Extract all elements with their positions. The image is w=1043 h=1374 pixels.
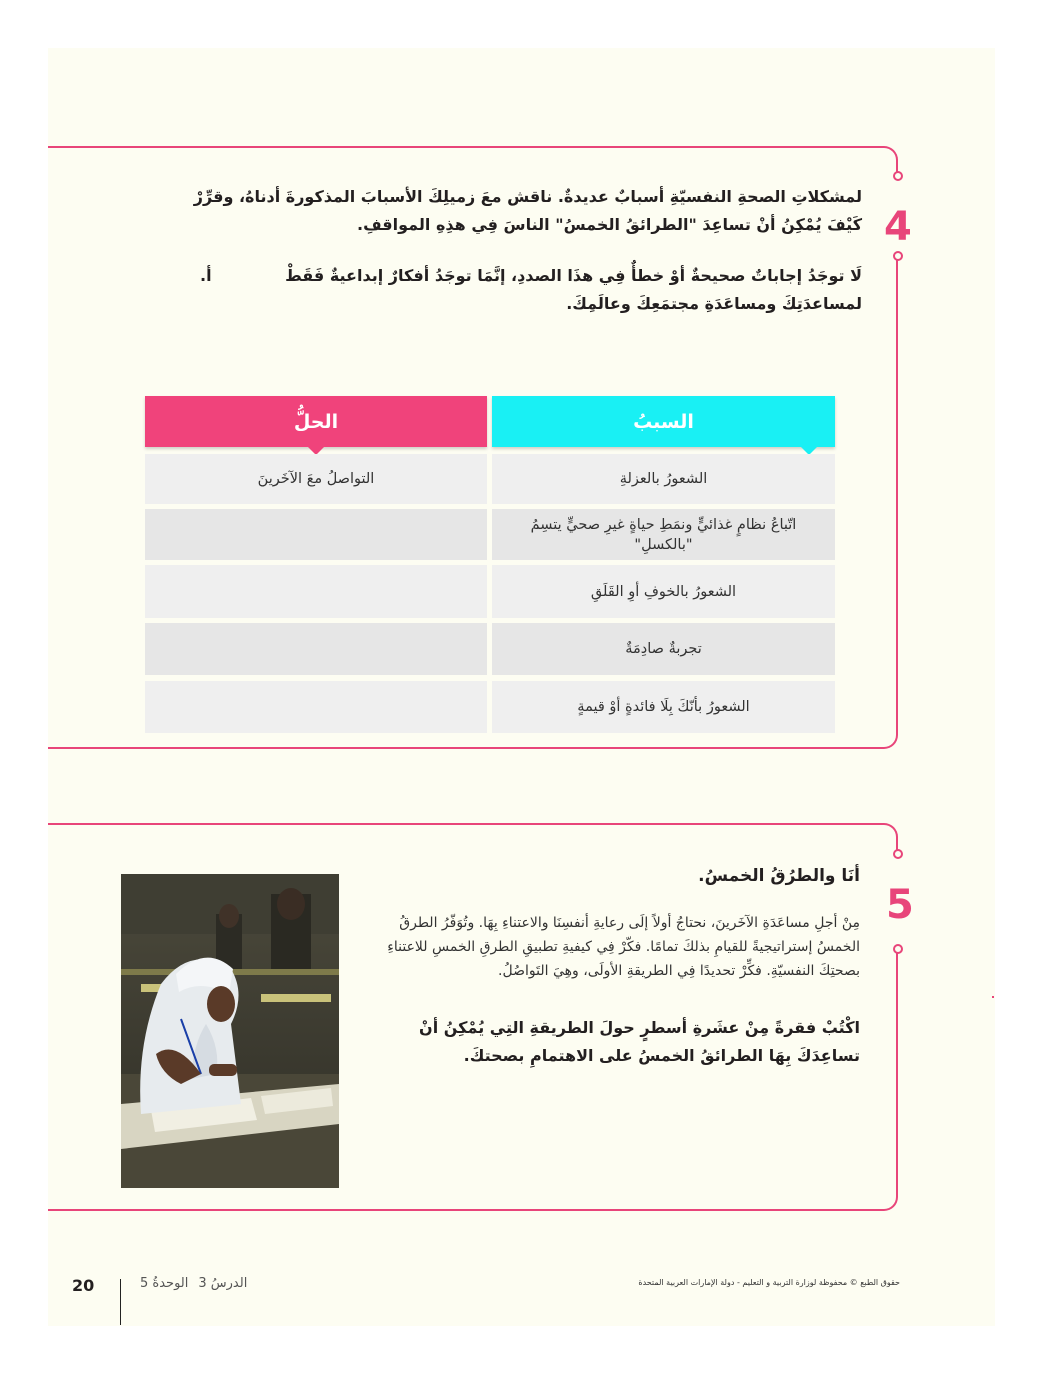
page-number: 20	[72, 1276, 95, 1295]
table-header-solution: الحلُّ	[145, 396, 487, 447]
table-header-cause: السببُ	[492, 396, 835, 447]
footer-unit-lesson	[140, 1276, 247, 1291]
table-cell-cause: الشعورُ بأنّكَ بِلَا فائدةٍ أوْ قيمةٍ	[492, 681, 835, 733]
section-4-item-a	[200, 262, 862, 318]
table-cell-cause: الشعورُ بالخوفِ أوِ القَلَقِ	[492, 565, 835, 618]
decorative-dot	[992, 996, 994, 998]
table-cell-solution[interactable]: التواصلُ معَ الآخَرينَ	[145, 454, 487, 504]
footer-copyright: حقوق الطبع © محفوظة لوزارة التربية و التعليم - دولة الإمارات العربية المتحدة	[638, 1278, 900, 1287]
section-5-task: اكْتُبْ فقرةً مِنْ عشَرةِ أسطرٍ حولَ الطريقةِ التِي يُمْكِنُ أنْ تساعِدَكَ بِهَا الطرائقُ الخمسُ على الاهتمامِ بصحتكَ.	[419, 1018, 860, 1065]
section-5-title: أنَا والطرُقُ الخمسُ.	[698, 866, 860, 886]
item-text: لَا توجَدُ إجاباتٌ صحيحةٌ أوْ خطأٌ فِي هذَا الصددِ، إنَّمَا توجَدُ أفكارٌ إبداعيةٌ فَقَطْ لمساعدَتِكَ ومساعَدَةِ مجتمَعِكَ وعالَمِكَ.	[285, 266, 862, 313]
section-4-intro: لمشكلاتِ الصحةِ النفسيّةِ أسبابٌ عديدةٌ. ناقش معَ زميلِكَ الأسبابَ المذكورةَ أدناهُ، وقرِّرْ كَيْفَ يُمْكِنُ أنْ تساعِدَ "الطرائقُ الخمسُ" الناسَ فِي هذِهِ المواقفِ.	[193, 187, 862, 234]
footer-lesson: الدرسُ 3	[198, 1276, 248, 1291]
frame-ring	[893, 171, 903, 181]
table-cell-solution[interactable]	[145, 681, 487, 733]
footer-divider	[120, 1279, 121, 1325]
table-cell-solution[interactable]	[145, 623, 487, 675]
student-writing-photo	[121, 874, 339, 1188]
table-cell-solution[interactable]	[145, 509, 487, 560]
section-5-paragraph: مِنْ أجلِ مساعَدَةِ الآخَرينَ، نحتاجُ أولاً إلَى رعايةِ أنفسِنَا والاعتناءِ بِهَا. وتُوَفّرُ الطرقُ الخمسُ إستراتيجيةً للقيامِ بذلكَ تمامًا. فكّرْ فِي كيفيةِ تطبيقِ الطرقِ الخمسِ للاعتناءِ بصحتِكَ النفسيّةِ. فكِّرْ تحديدًا فِي الطريقةِ الأولَى، وهِيَ التَواصُلُ.	[387, 915, 860, 979]
section-4-number: 4	[884, 204, 912, 250]
frame-ring	[893, 944, 903, 954]
frame-ring	[893, 251, 903, 261]
frame-ring	[893, 849, 903, 859]
table-cell-cause: تجربةٌ صادِمَةٌ	[492, 623, 835, 675]
section-5-number: 5	[886, 882, 914, 928]
table-cell-cause: اتّباعُ نظامٍ غذائيٍّ ونمَطِ حياةٍ غيرِ صحيٍّ يتسِمُ "بالكسلِ"	[492, 509, 835, 560]
table-cell-solution[interactable]	[145, 565, 487, 618]
item-letter: أ.	[200, 266, 212, 285]
table-cell-cause: الشعورُ بالعزلةِ	[492, 454, 835, 504]
footer-unit: الوحدةُ 5	[140, 1276, 189, 1291]
